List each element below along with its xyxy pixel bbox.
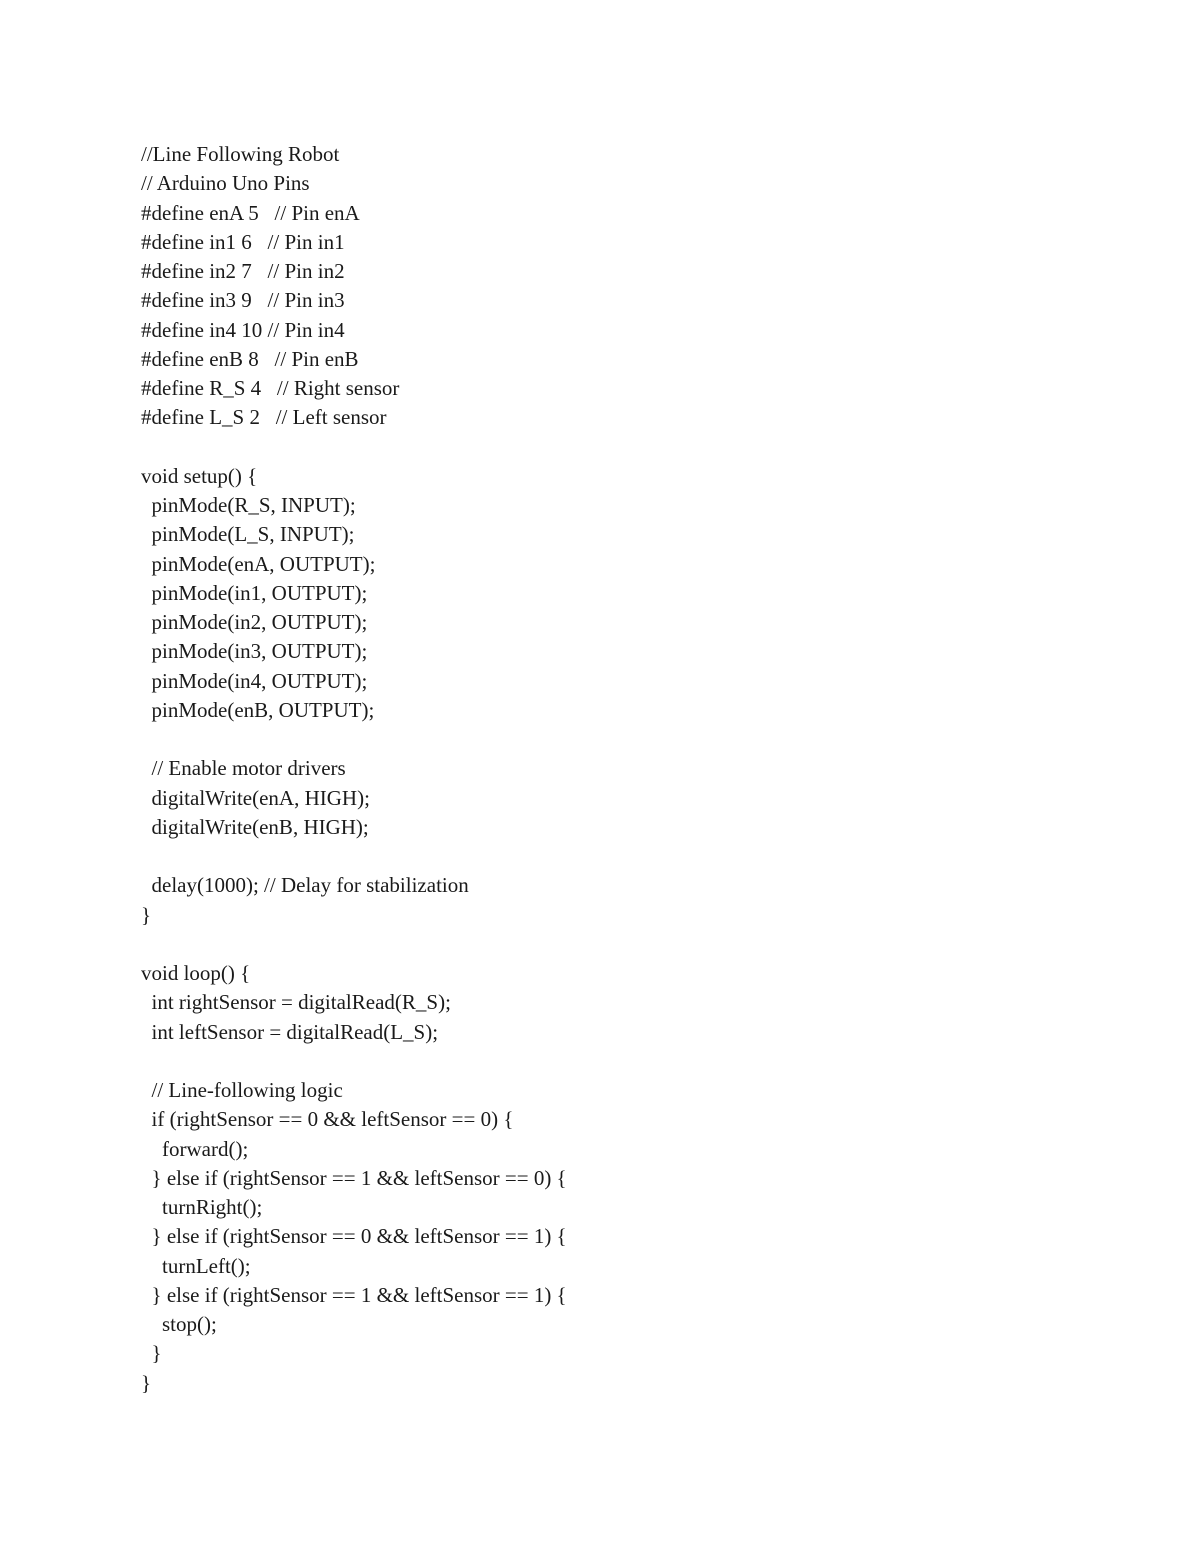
- code-line: digitalWrite(enB, HIGH);: [141, 814, 369, 839]
- code-line: pinMode(in1, OUTPUT);: [141, 580, 368, 605]
- code-line: }: [141, 902, 152, 927]
- code-line: #define enB 8 // Pin enB: [141, 346, 359, 371]
- code-line: }: [141, 1370, 152, 1395]
- code-line: turnRight();: [141, 1195, 263, 1219]
- code-line: pinMode(in4, OUTPUT);: [141, 668, 368, 693]
- code-line: pinMode(in2, OUTPUT);: [141, 610, 368, 634]
- code-line: // Enable motor drivers: [141, 756, 346, 781]
- code-line-blank: [141, 725, 1041, 754]
- code-line: pinMode(enA, OUTPUT);: [141, 551, 376, 576]
- code-line: delay(1000); // Delay for stabilization: [141, 873, 469, 898]
- code-line: #define R_S 4 // Right sensor: [141, 376, 400, 400]
- code-line: #define enA 5 // Pin enA: [141, 200, 360, 225]
- code-listing: [141, 140, 1041, 1398]
- code-line-blank: [141, 930, 1041, 959]
- code-line-blank: [141, 433, 1041, 462]
- code-line-blank: [141, 842, 1041, 871]
- code-line-blank: [141, 1047, 1041, 1076]
- code-line: if (rightSensor == 0 && leftSensor == 0) {: [141, 1107, 514, 1132]
- code-line: } else if (rightSensor == 0 && leftSensor == 1) {: [141, 1224, 567, 1249]
- code-line: stop();: [141, 1312, 217, 1336]
- code-line: // Arduino Uno Pins: [141, 171, 310, 196]
- code-line: pinMode(R_S, INPUT);: [141, 493, 356, 517]
- code-line: #define in4 10 // Pin in4: [141, 317, 345, 342]
- code-line: int rightSensor = digitalRead(R_S);: [141, 990, 451, 1015]
- code-line: }: [141, 1341, 162, 1366]
- code-line: pinMode(L_S, INPUT);: [141, 522, 355, 547]
- code-line: } else if (rightSensor == 1 && leftSensor == 1) {: [141, 1282, 567, 1307]
- code-line: pinMode(enB, OUTPUT);: [141, 697, 375, 722]
- code-line: #define L_S 2 // Left sensor: [141, 405, 387, 430]
- code-line: void setup() {: [141, 463, 258, 488]
- code-line: int leftSensor = digitalRead(L_S);: [141, 1019, 439, 1044]
- code-line: #define in1 6 // Pin in1: [141, 229, 345, 254]
- code-line: // Line-following logic: [141, 1078, 343, 1102]
- code-line: pinMode(in3, OUTPUT);: [141, 639, 368, 664]
- code-line: forward();: [141, 1136, 249, 1161]
- code-line: #define in2 7 // Pin in2: [141, 259, 345, 283]
- code-line: turnLeft();: [141, 1253, 251, 1278]
- code-line: #define in3 9 // Pin in3: [141, 288, 345, 313]
- code-line: digitalWrite(enA, HIGH);: [141, 785, 370, 810]
- code-line: void loop() {: [141, 961, 251, 985]
- code-line: //Line Following Robot: [141, 142, 340, 166]
- code-line: } else if (rightSensor == 1 && leftSensor == 0) {: [141, 1165, 567, 1190]
